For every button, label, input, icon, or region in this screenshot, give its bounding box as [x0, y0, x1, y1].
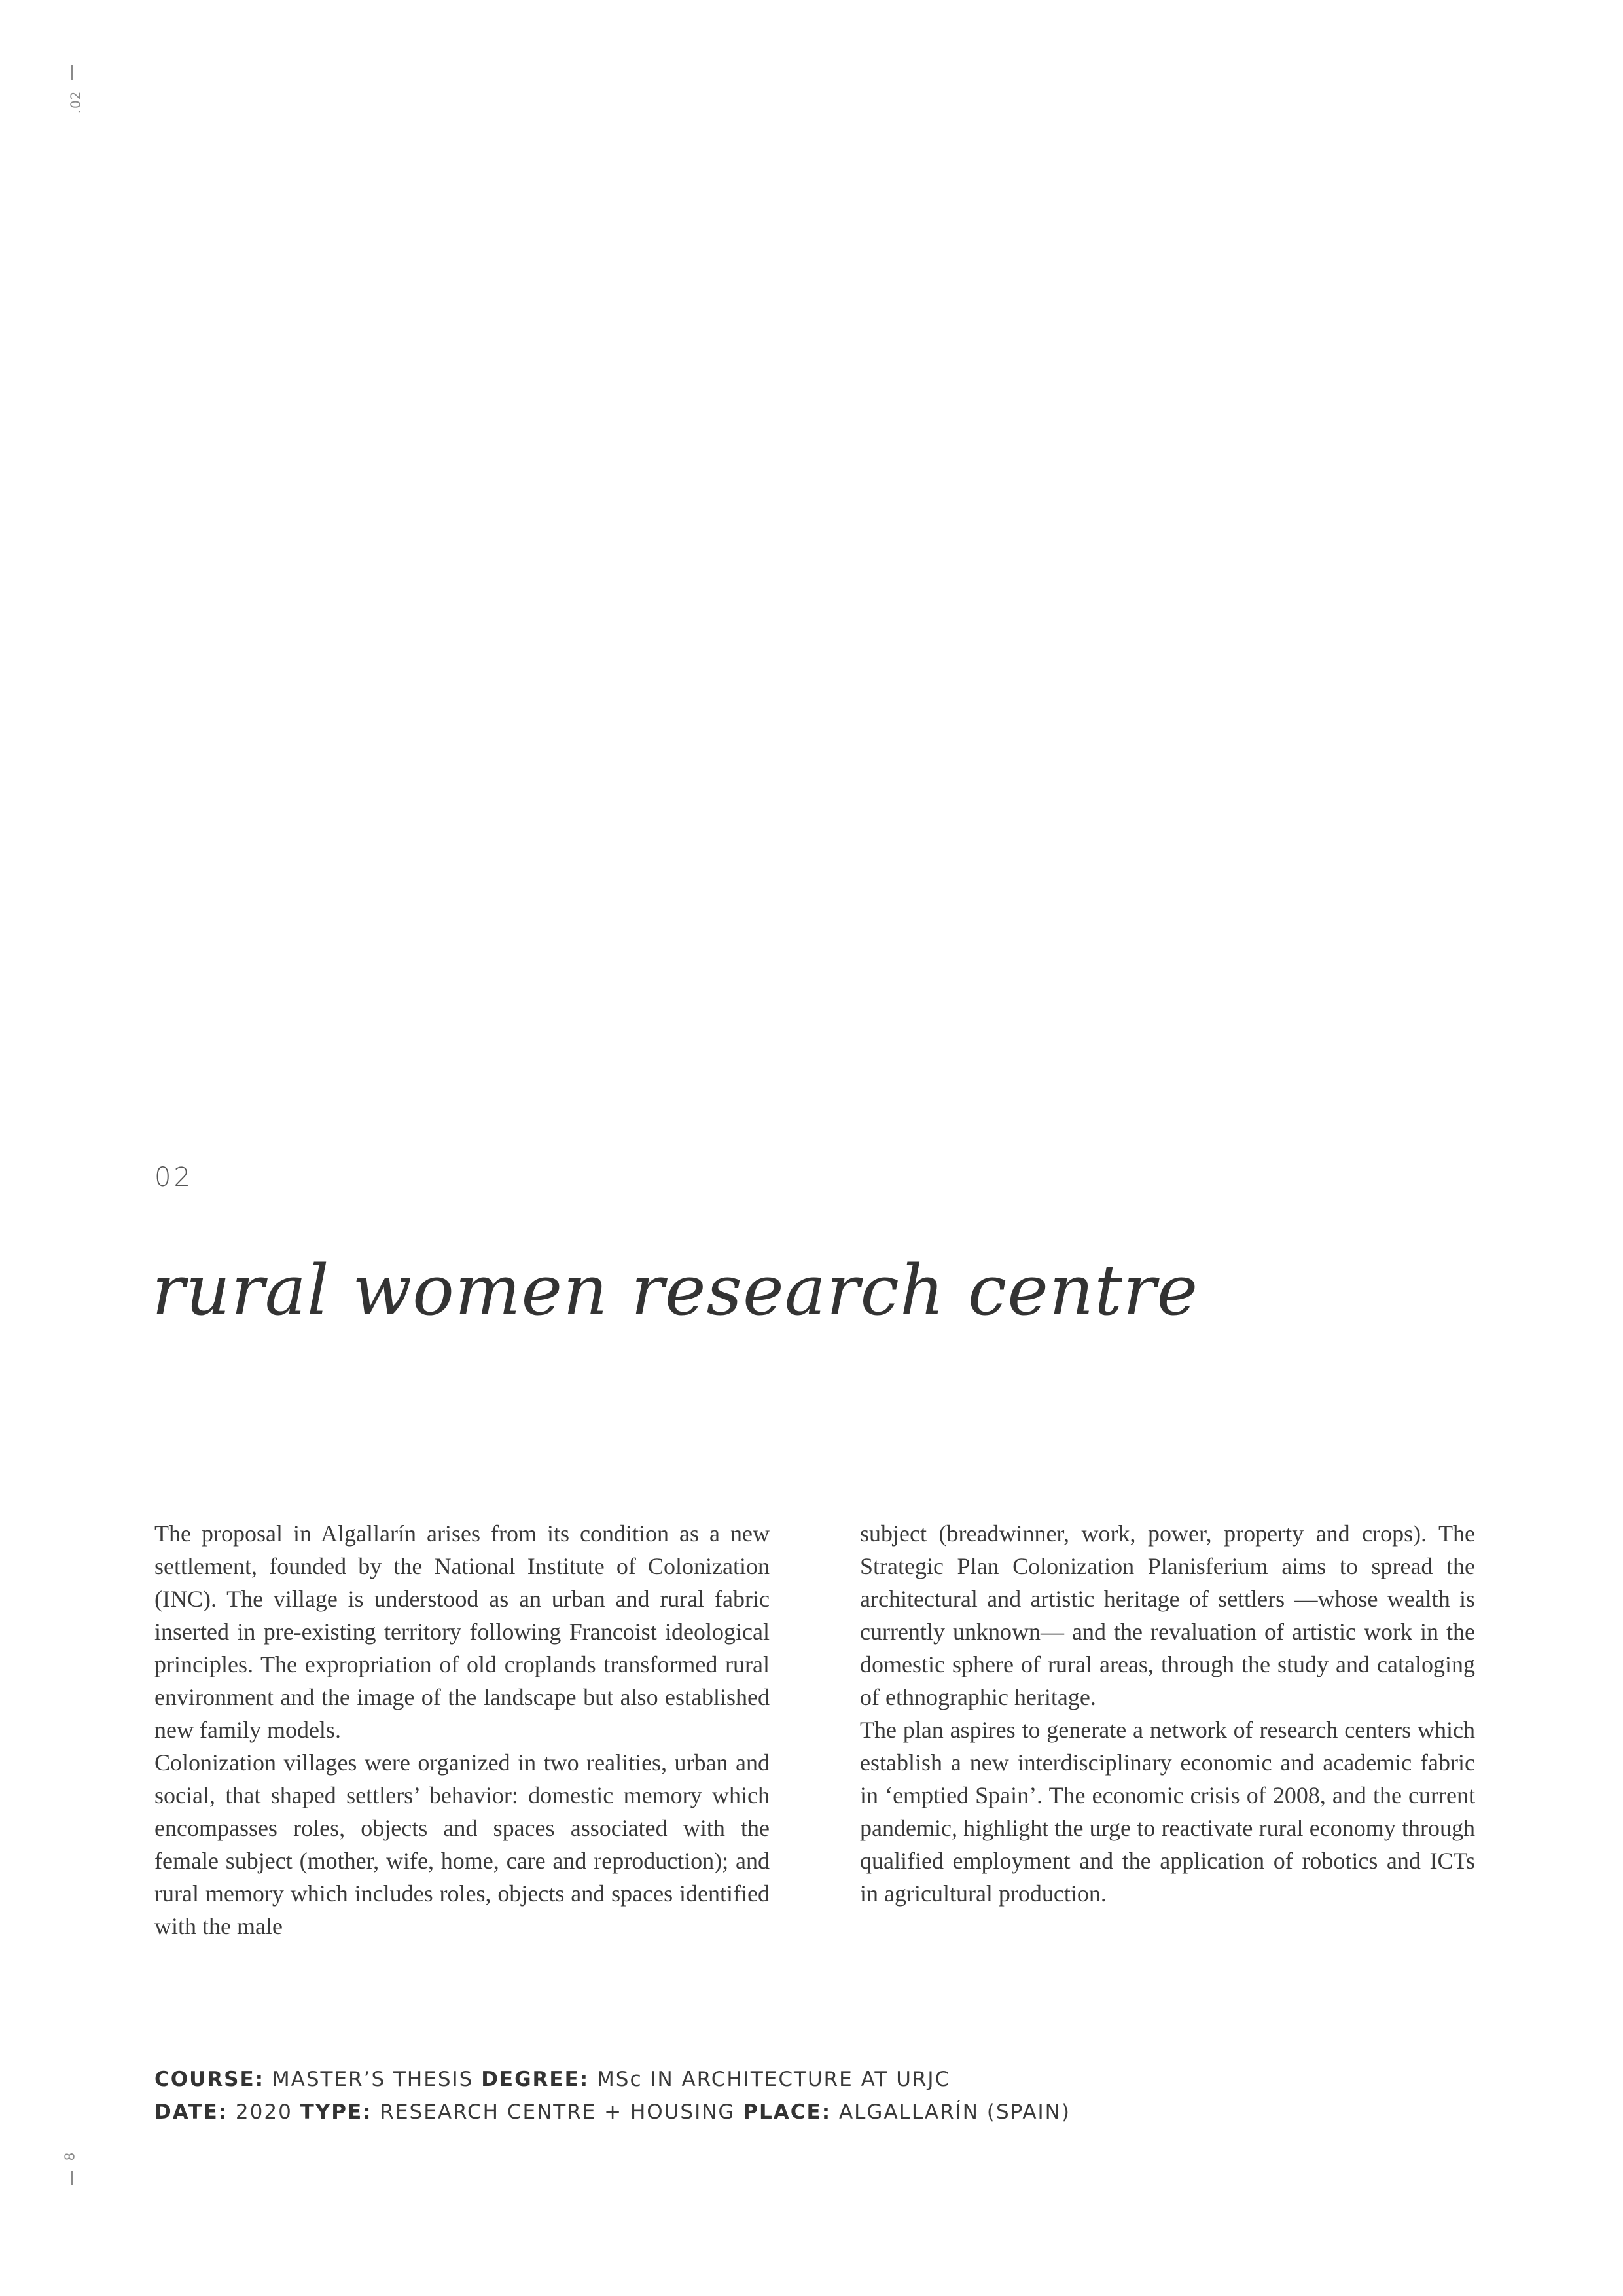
body-paragraph: The proposal in Algallarín arises from its condition as a new settlement, founded by the National Institute of Colonization (INC). The village is understood as an urban and rural fabric inserted in pre-existing territory following Francoist ideological principles. The expropriation of old croplands transformed rural environment and the image of the landscape but also established new family models. [154, 1520, 770, 1743]
chapter-number: 02 [154, 1162, 193, 1193]
body-column-right [860, 1517, 1475, 1910]
date-label: DATE: [154, 2100, 228, 2124]
side-section-marker [63, 65, 82, 118]
side-rule [71, 65, 73, 80]
metadata-line-1 [154, 2063, 1071, 2096]
place-label: PLACE: [743, 2100, 832, 2124]
side-section-number: .02 [67, 90, 84, 114]
chapter-title: rural women research centre [152, 1250, 1199, 1331]
metadata-line-2 [154, 2096, 1071, 2128]
page-number-marker [63, 2144, 82, 2196]
page-number: 8 [62, 2152, 78, 2161]
course-label: COURSE: [154, 2068, 265, 2091]
body-paragraph: Colonization villages were organized in two realities, urban and social, that shaped settlers’ behavior: domestic memory which encompasses roles, objects and spaces associated with the female subject (mother, wife, home, care and reproduction); and rural memory which includes roles, objects and spaces identified with the male [154, 1749, 770, 1939]
page-number-rule [71, 2171, 73, 2185]
degree-value: MSc IN ARCHITECTURE AT URJC [597, 2068, 951, 2091]
body-paragraph: The plan aspires to generate a network of research centers which establish a new interdisciplinary economic and academic fabric in ‘emptied Spain’. The economic crisis of 2008, and the current pandemic, highlight the urge to reactivate rural economy through qualified employment and the application of robotics and ICTs in agricultural production. [860, 1717, 1475, 1907]
project-metadata [154, 2063, 1071, 2128]
date-value: 2020 [235, 2100, 293, 2124]
place-value: ALGALLARÍN (SPAIN) [838, 2100, 1071, 2124]
body-paragraph: subject (breadwinner, work, power, property and crops). The Strategic Plan Colonization Planisferium aims to spread the architectural and artistic heritage of settlers —whose wealth is currently unknown— and the revaluation of artistic work in the domestic sphere of rural areas, through the study and cataloging of ethnographic heritage. [860, 1520, 1475, 1710]
type-label: TYPE: [300, 2100, 372, 2124]
body-column-left [154, 1517, 770, 1943]
type-value: RESEARCH CENTRE + HOUSING [380, 2100, 736, 2124]
course-value: MASTER’S THESIS [272, 2068, 474, 2091]
degree-label: DEGREE: [481, 2068, 590, 2091]
